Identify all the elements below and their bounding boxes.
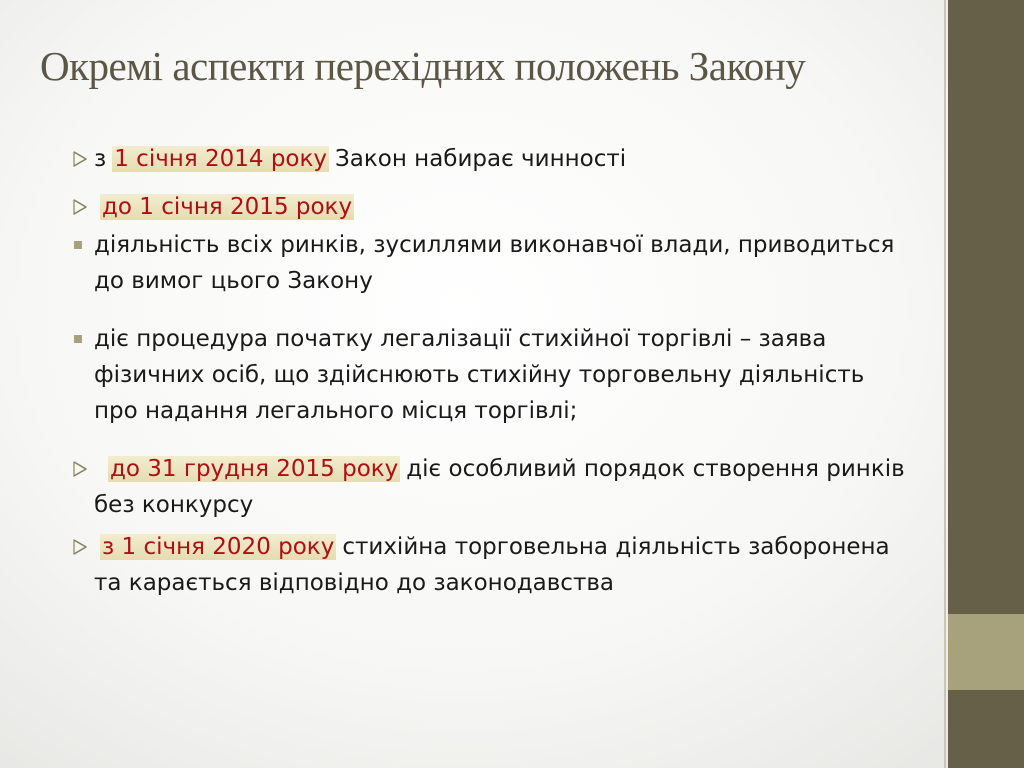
- highlighted-date: з 1 січня 2020 року: [102, 534, 335, 560]
- arrow-bullet-icon: [72, 529, 90, 565]
- item-text: діяльність всіх ринків, зусиллями виконавчої влади, приводиться до вимог цього Закону: [94, 232, 895, 294]
- decorative-sidebar-accent: [948, 614, 1024, 690]
- arrow-bullet-icon: [72, 451, 90, 487]
- list-item: [72, 227, 912, 299]
- arrow-bullet-icon: [72, 141, 90, 177]
- list-item: [72, 141, 912, 177]
- highlighted-date: до 1 січня 2015 року: [102, 194, 353, 220]
- slide-content: [72, 141, 912, 601]
- arrow-bullet-icon: [72, 189, 90, 225]
- highlighted-date: 1 січня 2014 року: [114, 146, 328, 172]
- square-bullet-icon: [74, 335, 82, 343]
- list-item: [72, 189, 912, 225]
- sidebar-divider-line: [944, 0, 946, 768]
- item-text: Закон набирає чинності: [335, 146, 627, 172]
- item-text: стихійна торговельна діяльність заборонена та карається відповідно до законодавства: [94, 534, 890, 596]
- list-item: [72, 321, 912, 429]
- list-item: [72, 529, 912, 601]
- list-item: [72, 451, 912, 523]
- item-text: діє процедура початку легалізації стихійної торгівлі – заява фізичних осіб, що здійснюють стихійну торговельну діяльність про надання легального місця торгівлі;: [94, 326, 865, 424]
- highlighted-date: до 31 грудня 2015 року: [110, 456, 399, 482]
- item-prefix: з: [94, 146, 107, 172]
- item-text: діє особливий порядок створення ринків без конкурсу: [94, 456, 905, 518]
- square-bullet-icon: [74, 241, 82, 249]
- slide-title: Окремі аспекти перехідних положень Закону: [40, 43, 806, 89]
